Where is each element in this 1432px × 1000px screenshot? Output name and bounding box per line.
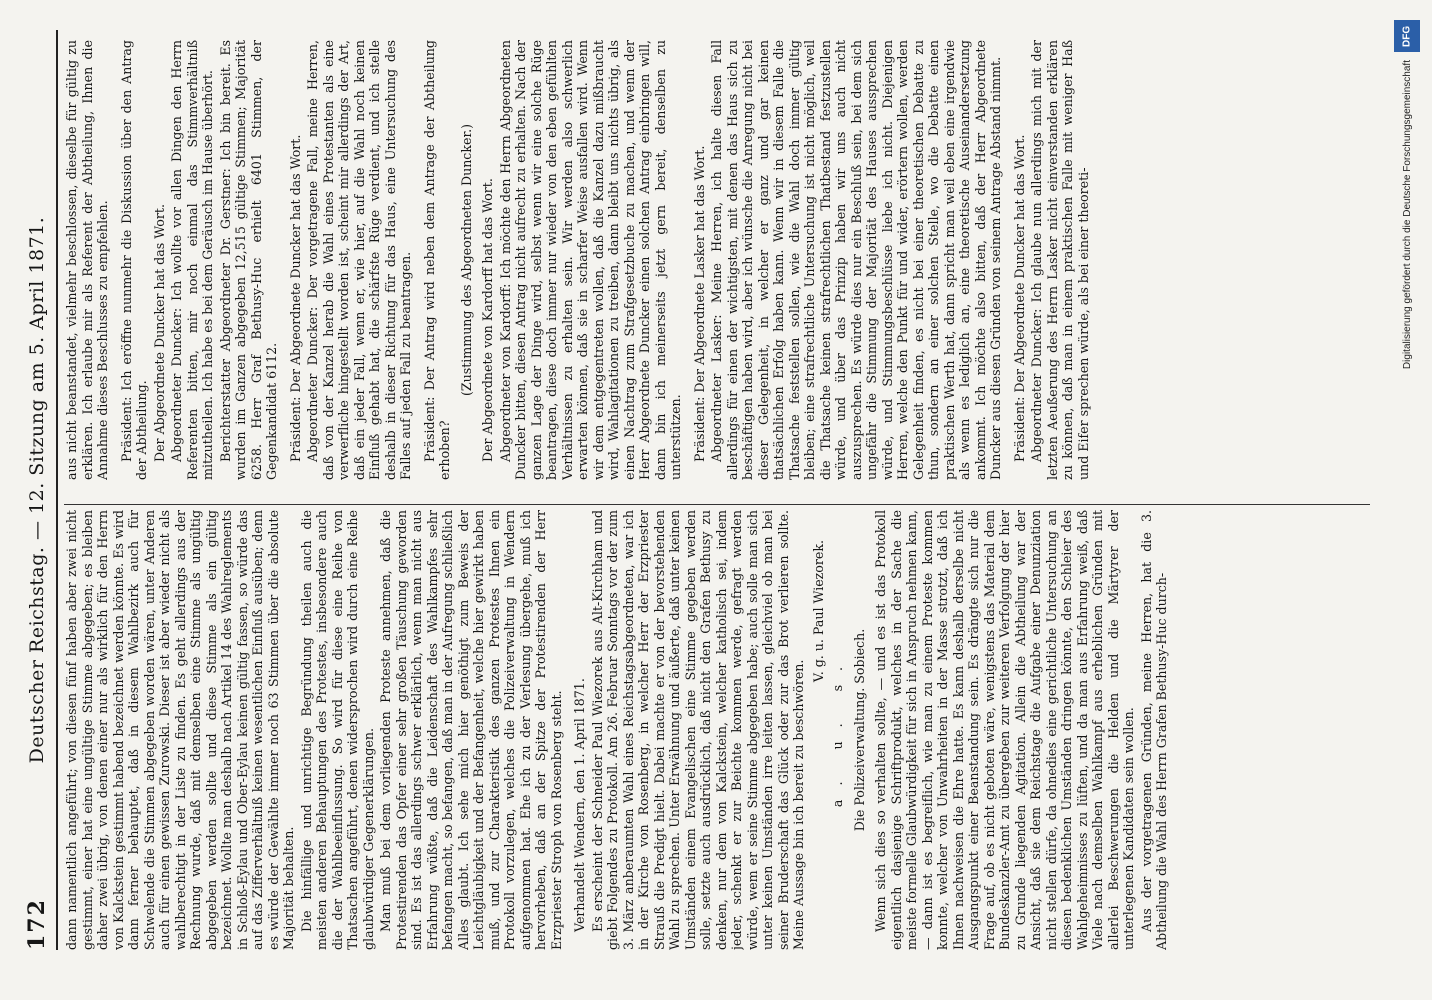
paragraph: Es erscheint der Schneider Paul Wiezorek aus Alt-Kirchham und giebt Folgendes zu Protokoll. Am 26. Februar Sonntags vor der zum 3. März anberaumten Wahl eines Reichstagsabgeordneten, war ich in der Kirche von Rosenberg, in welcher Herr der Erzpriester Strauß die Predigt hielt. Dabei machte er von der bevorstehenden Wahl zu sprechen. Unter Erwähnung und äußerte, daß unter keinen Umständen einem Evangelischen eine Stimme gegeben werden solle, setzte auch ausdrücklich, daß nicht den Grafen Bethusy zu denken, nur dem von Kalckstein, welcher katholisch sei, indem jeder, schenkt er zur Beichte kommen werde, gefragt werden würde, wem er seine Stimme abgegeben habe; auch solle man sich unter keinen Umständen irre leiten lassen, gleichviel ob man bei seiner Bruderschaft das Glück oder zur das Brot verlieren sollte. Meine Aussage bin ich bereit zu beschwören. [589, 510, 806, 950]
speech-paragraph: Der Abgeordnete von Kardorff hat das Wort. [480, 178, 495, 462]
speech-paragraph: Präsident: Der Abgeordnete Lasker hat das Wort. [691, 145, 707, 462]
speech-paragraph: Präsident: Der Abgeordnete Duncker hat das Wort. [287, 134, 303, 462]
protocol-heading: Verhandelt Wendern, den 1. April 1871. [572, 678, 587, 932]
speech-paragraph: Abgeordneter Duncker: Ich wollte vor allen Dingen den Herrn Referenten bitten, mir noch einmal das Stimmverhältniß mitzutheilen. Ich habe es bei dem Geräusch im Hause überhört. [169, 40, 215, 480]
page-number: 172 [24, 898, 50, 950]
speech-paragraph: Präsident: Der Abgeordnete Duncker hat das Wort. [1011, 134, 1027, 462]
stage-direction: (Zustimmung des Abgeordneten Duncker.) [458, 124, 474, 397]
paragraph: Aus der vorgetragenen Gründen, meine Herren, hat die 3. Abtheilung die Wahl des Herrn Grafen Bethusy-Huc durch- [1138, 510, 1169, 950]
left-column [64, 510, 1380, 950]
paragraph: dann namentlich angeführt; von diesen fünf haben aber zwei nicht gestimmt, einer hat eine ungültige Stimme abgegeben; es bleiben daher zwei übrig, von denen einer nur als wirklich für den Herrn von Kalckstein gestimmt habend bezeichnet werden könnte. Es wird dann ferner behauptet, daß in diesem Wahlbezirk auch für Schwelende die Stimmen abgegeben worden wären, unter Anderen auch für einen gewissen Zurowski. Dieser ist aber wieder nicht als wahlberechtigt in der Liste zu finden. Es geht allerdings aus der Rechnung wurde, daß mit demselben eine Stimme als ungültig abgegeben werden sollte und diese Stimme als ein gültig bezeichnet. Wollte man deshalb nach Artikel 14 des Wahlreglements in Schloß-Eylau und Ober-Eylau keinen gültig fassen, so würde das auf das Zifferverhältniß keinen wesentlichen Einfluß ausüben; denn es würde der Gewählte immer noch 63 Stimmen über die absolute Majorität behalten. [64, 510, 296, 950]
funding-note: Digitalisierung gefördert durch die Deutsche Forschungsgemeinschaft [1402, 60, 1413, 370]
speech-paragraph: Der Abgeordnete Duncker hat das Wort. [151, 204, 167, 462]
speech-paragraph: Abgeordneter Duncker: Der vorgetragene Fall, meine Herren, daß von der Kanzel herab die Wahl eines Protestanten als eine verwerfliche hingestellt worden ist, scheint mir allerdings der Art, daß ein jeder Fall, wenn er, wie hier, auf die Wahl noch keinen Einfluß gehabt hat, die schärfste Rüge verdient, und ich stelle deshalb in dieser Richtung für das Haus, eine Untersuchung des Falles auf jeden Fall zu beantragen. [305, 40, 413, 480]
protocol-authority: Die Polizeiverwaltung. Sobiech. [851, 628, 867, 832]
speech-paragraph: Berichterstatter Abgeordneter Dr. Gerstner: Ich bin bereit. Es wurden im Ganzen abgegeben 12,515 gültige Stimmen; Majorität 6258. Herr Graf Bethusy-Huc erhielt 6401 Stimmen, der Gegenkandidat 6112. [217, 40, 279, 480]
speech-paragraph: Präsident: Ich eröffne nunmehr die Diskussion über den Antrag der Abtheilung. [118, 40, 149, 480]
dfg-logo: DFG [1394, 20, 1420, 52]
page-title: Deutscher Reichstag. — 12. Sitzung am 5. April 1871. [26, 216, 48, 764]
page-header [20, 30, 58, 950]
paragraph: aus nicht beanstandet, vielmehr beschlossen, dieselbe für gültig zu erklären. Ich erlaube mir als Referent der Abtheilung, Ihnen die Annahme dieses Beschlusses zu empfehlen. [64, 40, 110, 480]
paragraph: Die hinfällige und unrichtige Begründung theilen auch die meisten anderen Behauptungen des Protestes, insbesondere auch die der Wahlbeeinflussung. So wird für diese eine Reihe von Thatsachen angeführt, denen widersprochen wird durch eine Reihe glaubwürdiger Gegenerklärungen. [298, 510, 376, 950]
paragraph: Man muß bei dem vorliegenden Proteste annehmen, daß die Protestirenden das Opfer einer sehr großen Täuschung geworden sind. Es ist das allerdings schwer erklärlich, wenn man nicht aus Erfahrung wüßte, daß die Leidenschaft des Wahlkampfes sehr befangen macht, so befangen, daß man in der Aufregung schließlich Alles glaubt. Ich sehe mich hier genöthigt zum Beweis der Leichtgläubigkeit und der Befangenheit, welche hier gewirkt haben muß, und zur Charakteristik des ganzen Protestes Ihnen ein Protokoll vorzulegen, welches die Polizeiverwaltung in Wendern aufgenommen hat. Ehe ich zu der Verlesung übergehe, muß ich hervorheben, daß an der Spitze der Protestirenden der Herr Erzpriester Stroph von Rosenberg steht. [378, 510, 564, 950]
dfg-footer [1394, 0, 1428, 1000]
speech-paragraph: Abgeordneter Duncker: Ich glaube nun allerdings mich mit der letzten Aeußerung des Herrn Lasker nicht einverstanden erklären zu können, daß man in einem praktischen Falle mit weniger Haß und Eifer sprechen würde, als bei einer theoreti- [1029, 40, 1091, 480]
protocol-signature: V. g. u. Paul Wiezorek. [810, 540, 826, 683]
protocol-aus: a. u. s. [830, 652, 845, 808]
speech-paragraph: Präsident: Der Antrag wird neben dem Antrage der Abtheilung erhoben? [421, 40, 452, 480]
speech-paragraph: Abgeordneter von Kardorff: Ich möchte den Herrn Abgeordneten Duncker bitten, diesen Antrag nicht aufrecht zu erhalten. Nach der ganzen Lage der Dinge wird, selbst wenn wir eine solche Rüge beantragen, diese doch immer nur wieder von den eben gefühlten Verhältnissen zu erhalten sein. Wir werden also schwerlich erwarten können, daß sie in scharfer Weise ausfallen wird. Wenn wir dem entgegentreten wollen, daß die Kanzel dazu mißbraucht wird, Wahlagitationen zu treiben, dann bleibt uns nichts übrig, als einen Nachtrag zum Strafgesetzbuche zu machen, und wenn der Herr Abgeordnete Duncker einen solchen Antrag einbringen will, dann bin ich meinerseits jetzt gern bereit, denselben zu unterstützen. [497, 40, 683, 480]
paragraph: Wenn sich dies so verhalten sollte, — und es ist das Protokoll eigentlich dasjenige Schriftprodukt, welches in der Sache die meiste formelle Glaubwürdigkeit für sich in Anspruch nehmen kann, — dann ist es begreiflich, wie man zu einem Proteste kommen konnte, welcher von Unwahrheiten in der Masse strotzt, daß ich Ihnen nachweisen die Ehre hatte. Es kann deshalb derselbe nicht Ausgangspunkt einer Beanstandung sein. Es drängte sich nur die Frage auf, ob es nicht geboten wäre, wenigstens das Material dem Bundeskanzler-Amt zu übergeben zur weiteren Verfolgung der hier zu Grunde liegenden Agitation. Allein die Abtheilung war der Ansicht, daß sie dem Reichstage die Aufgabe einer Denunziation nicht stellen dürfe, da ohnedies eine gerichtliche Untersuchung an diesen bedenklichen Umständen dringen könnte, den Schleier des Wahlgeheimnisses zu lüften, und da man aus Erfahrung weiß, daß Viele nach demselben Wahlkampf aus erheblichen Gründen mit allerlei Beschwerungen die Helden und die Märtyrer der unterlegenen Kandidaten sein wollen. [873, 510, 1136, 950]
right-column [64, 40, 1380, 480]
column-divider [64, 504, 1370, 505]
speech-paragraph: Abgeordneter Lasker: Meine Herren, ich halte diesen Fall allerdings für einen der wichtigsten, mit denen das Haus sich zu beschäftigen haben wird, aber ich wünsche die Anregung nicht bei dieser Gelegenheit, in welcher er ganz und gar keinen thatsächlichen Erfolg haben kann. Wenn wir in diesem Falle die Thatsache feststellen sollen, wie die Wahl doch immer gültig bleiben; eine strafrechtliche Untersuchung ist nicht möglich, weil die Thatsache keinen strafrechtlichen Thatbestand festzustellen würde, und über das Prinzip haben wir uns auch nicht auszusprechen. Es würde dies nur ein Beschluß sein, bei dem sich ungefähr die Stimmung der Majorität des Hauses aussprechen würde, und Stimmungsbeschlüsse liebe ich nicht. Diejenigen Herren, welche den Punkt für und wider, erörtern wollen, werden Gelegenheit finden, es nicht bei einer theoretischen Debatte zu thun, sondern an einer solchen Stelle, wo die Debatte einen praktischen Werth hat, dann spricht man weil eben eine irgendwie als wenn es lediglich an, eine theoretische Auseinandersetzung ankommt. Ich möchte also bitten, daß der Herr Abgeordnete Duncker aus diesen Gründen von seinem Antrage Abstand nimmt. [709, 40, 1003, 480]
